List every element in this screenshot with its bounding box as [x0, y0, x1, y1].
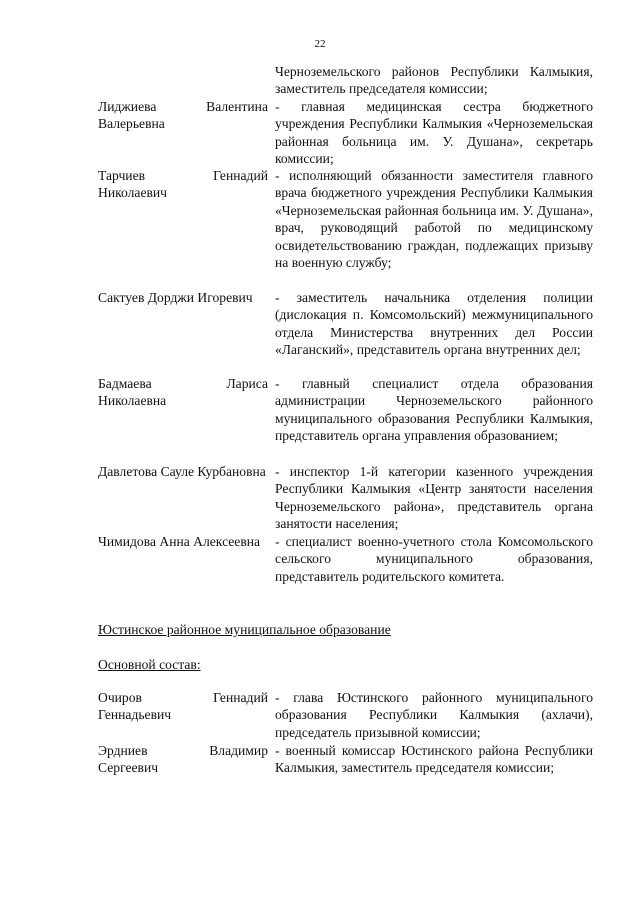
continuation-text: Черноземельского районов Республики Калмыкия, заместитель председателя комиссии;	[275, 64, 593, 97]
member-role: - главная медицинская сестра бюджетного учреждения Республики Калмыкия «Черноземельская районная больница им. У. Душана», секретарь комиссии;	[275, 99, 593, 167]
member-role: - исполняющий обязанности заместителя главного врача бюджетного учреждения Республики Калмыкия «Черноземельская районная больница им. У. Душана», врач, руководящий работой по медицинскому освидетельствованию граждан, подлежащих призыву на военную службу;	[275, 168, 593, 271]
member-name: Тарчиев Геннадий Николаевич	[98, 168, 268, 201]
member-name: Очиров Геннадий Геннадьевич	[98, 690, 268, 723]
member-role: - инспектор 1-й категории казенного учреждения Республики Калмыкия «Центр занятости населения Черноземельского района», представитель органа занятости населения;	[275, 464, 593, 532]
page-number: 22	[314, 38, 326, 50]
member-name: Бадмаева Лариса Николаевна	[98, 376, 268, 409]
member-name: Эрдниев Владимир Сергеевич	[98, 743, 268, 776]
member-name: Чимидова Анна Алексеевна	[98, 534, 261, 549]
member-role: - специалист военно-учетного стола Комсомольского сельского муниципального образования, представитель родительского комитета.	[275, 534, 593, 584]
subsection-title: Основной состав:	[98, 657, 201, 672]
member-role: - главный специалист отдела образования администрации Черноземельского районного муниципального образования Республики Калмыкия, представитель органа управления образованием;	[275, 376, 593, 444]
member-name: Лиджиева Валентина Валерьевна	[98, 99, 268, 132]
member-role: - глава Юстинского районного муниципального образования Республики Калмыкия (ахлачи), председатель призывной комиссии;	[275, 690, 593, 740]
member-name: Давлетова Сауле Курбановна	[98, 464, 266, 479]
member-role: - заместитель начальника отделения полиции (дислокация п. Комсомольский) межмуниципального отдела Министерства внутренних дел России «Лаганский», представитель органа внутренних дел;	[275, 290, 593, 358]
member-name: Сактуев Дорджи Игоревич	[98, 290, 253, 305]
member-role: - военный комиссар Юстинского района Республики Калмыкия, заместитель председателя комиссии;	[275, 743, 593, 776]
section-title: Юстинское районное муниципальное образование	[98, 622, 391, 637]
